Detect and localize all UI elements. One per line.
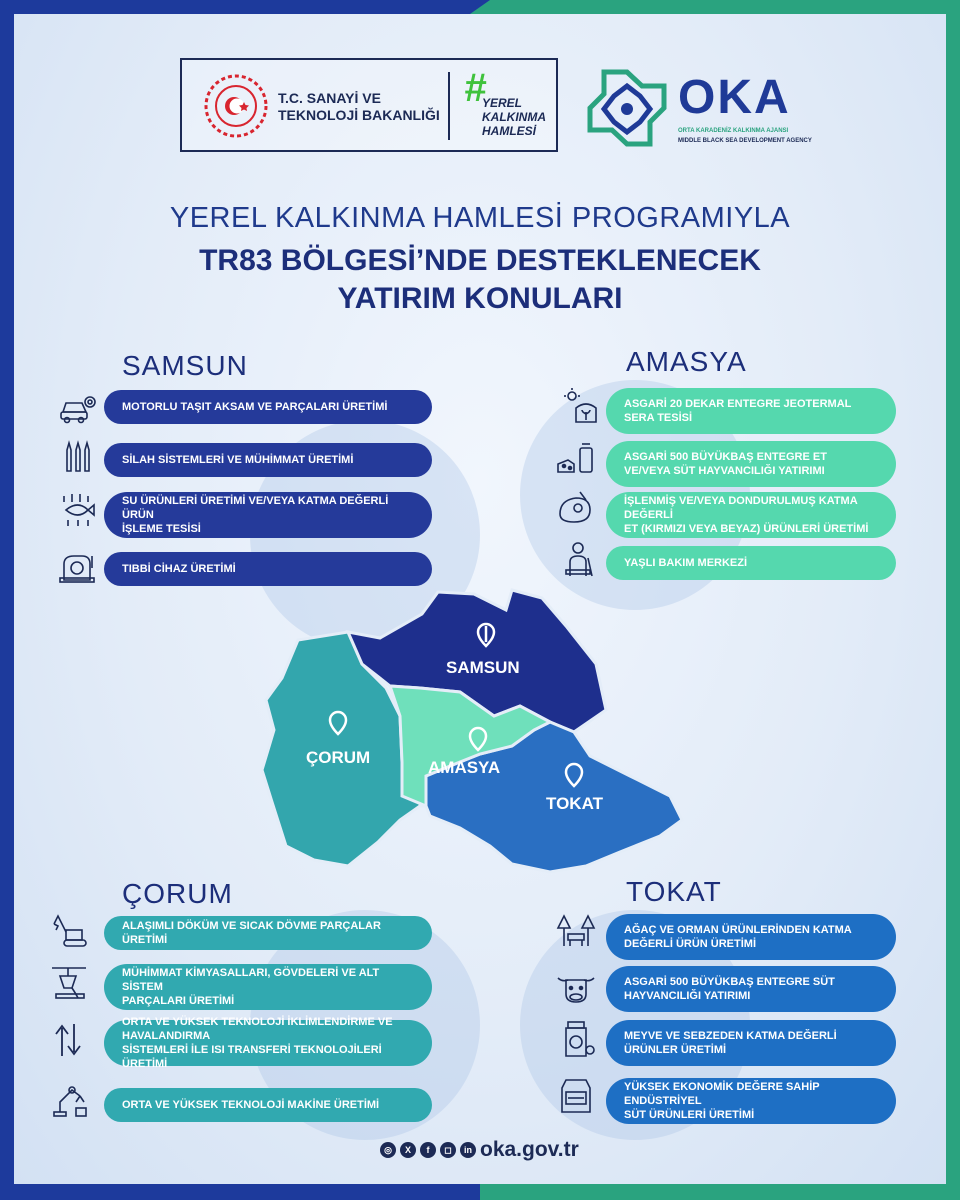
corum-item-2: MÜHİMMAT KİMYASALLARI, GÖVDELERİ VE ALT SİSTEM PARÇALARI ÜRETİMİ bbox=[104, 964, 432, 1010]
map-label-tokat: TOKAT bbox=[546, 794, 603, 813]
processed-meat-icon bbox=[556, 490, 596, 530]
title-line-2: TR83 BÖLGESİ’NDE DESTEKLENECEK bbox=[199, 244, 761, 277]
oka-logo-text: OKA bbox=[678, 71, 791, 124]
amasya-item-4: YAŞLI BAKIM MERKEZİ bbox=[606, 546, 896, 580]
robot-arm-icon bbox=[50, 1080, 90, 1120]
medical-device-icon bbox=[58, 548, 98, 588]
fish-processing-icon bbox=[58, 490, 98, 530]
samsun-item-3: SU ÜRÜNLERİ ÜRETİMİ VE/VEYA KATMA DEĞERLİ ÜRÜN İŞLEME TESİSİ bbox=[104, 492, 432, 538]
web-icon[interactable]: ◎ bbox=[380, 1142, 396, 1158]
oka-subtitle-tr: ORTA KARADENİZ KALKINMA AJANSI bbox=[678, 128, 789, 134]
dairy-meat-icon bbox=[556, 438, 596, 478]
social-links bbox=[380, 1142, 476, 1158]
campaign-hashtag: # bbox=[464, 66, 487, 110]
corum-item-4: ORTA VE YÜKSEK TEKNOLOJİ MAKİNE ÜRETİMİ bbox=[104, 1088, 432, 1122]
frame-left bbox=[0, 0, 14, 1200]
amasya-item-3: İŞLENMİŞ VE/VEYA DONDURULMUŞ KATMA DEĞERLİ ET (KIRMIZI VEYA BEYAZ) ÜRÜNLERİ ÜRETİMİ bbox=[606, 492, 896, 538]
region-map bbox=[250, 580, 710, 880]
amasya-heading: AMASYA bbox=[626, 346, 747, 377]
instagram-icon[interactable]: ◻ bbox=[440, 1142, 456, 1158]
ammunition-icon bbox=[58, 438, 98, 478]
oka-subtitle-en: MIDDLE BLACK SEA DEVELOPMENT AGENCY bbox=[678, 138, 812, 144]
jam-jar-icon bbox=[556, 1020, 596, 1060]
ministry-seal-icon bbox=[204, 74, 268, 138]
samsun-heading: SAMSUN bbox=[122, 350, 248, 381]
geothermal-greenhouse-icon bbox=[560, 386, 600, 426]
samsun-item-1: MOTORLU TAŞIT AKSAM VE PARÇALARI ÜRETİMİ bbox=[104, 390, 432, 424]
frame-right bbox=[946, 0, 960, 1200]
milk-bag-icon bbox=[556, 1076, 596, 1116]
frame-top-right bbox=[470, 0, 960, 14]
frame-top-left bbox=[0, 0, 490, 14]
car-gear-icon bbox=[58, 388, 98, 428]
elderly-care-icon bbox=[558, 540, 598, 580]
heat-transfer-arrows-icon bbox=[48, 1020, 88, 1060]
map-label-samsun: SAMSUN bbox=[446, 658, 520, 677]
map-label-amasya: AMASYA bbox=[428, 758, 501, 777]
samsun-item-4: TIBBİ CİHAZ ÜRETİMİ bbox=[104, 552, 432, 586]
ministry-name: T.C. SANAYİ VE TEKNOLOJİ BAKANLIĞI bbox=[278, 90, 440, 123]
x-icon[interactable]: X bbox=[400, 1142, 416, 1158]
tokat-item-4: YÜKSEK EKONOMİK DEĞERE SAHİP ENDÜSTRİYEL SÜT ÜRÜNLERİ ÜRETİMİ bbox=[606, 1078, 896, 1124]
title-line-3: YATIRIM KONULARI bbox=[337, 282, 623, 315]
map-label-corum: ÇORUM bbox=[306, 748, 371, 767]
logo-divider bbox=[448, 72, 450, 140]
website-link[interactable]: oka.gov.tr bbox=[480, 1138, 579, 1161]
linkedin-icon[interactable]: in bbox=[460, 1142, 476, 1158]
corum-heading: ÇORUM bbox=[122, 878, 233, 909]
tokat-heading: TOKAT bbox=[626, 876, 722, 907]
oka-emblem-icon bbox=[584, 66, 670, 152]
forest-bench-icon bbox=[556, 912, 596, 952]
amasya-item-2: ASGARİ 500 BÜYÜKBAŞ ENTEGRE ET VE/VEYA SÜT HAYVANCILIĞI YATIRIMI bbox=[606, 441, 896, 487]
samsun-item-2: SİLAH SİSTEMLERİ VE MÜHİMMAT ÜRETİMİ bbox=[104, 443, 432, 477]
campaign-name: YEREL KALKINMA HAMLESİ bbox=[482, 96, 546, 138]
ministry-logo-box bbox=[180, 58, 558, 152]
tokat-item-1: AĞAÇ VE ORMAN ÜRÜNLERİNDEN KATMA DEĞERLİ ÜRÜN ÜRETİMİ bbox=[606, 914, 896, 960]
cow-icon bbox=[556, 968, 596, 1008]
corum-item-3: ORTA VE YÜKSEK TEKNOLOJİ İKLİMLENDİRME VE HAVALANDIRMA SİSTEMLERİ İLE ISI TRANSFERİ TEKNOLOJİLERİ ÜRETİMİ bbox=[104, 1020, 432, 1066]
facebook-icon[interactable]: f bbox=[420, 1142, 436, 1158]
tokat-item-3: MEYVE VE SEBZEDEN KATMA DEĞERLİ ÜRÜNLER ÜRETİMİ bbox=[606, 1020, 896, 1066]
excavator-icon bbox=[52, 910, 92, 950]
tokat-item-2: ASGARİ 500 BÜYÜKBAŞ ENTEGRE SÜT HAYVANCILIĞI YATIRIMI bbox=[606, 966, 896, 1012]
amasya-item-1: ASGARİ 20 DEKAR ENTEGRE JEOTERMAL SERA TESİSİ bbox=[606, 388, 896, 434]
corum-item-1: ALAŞIMLI DÖKÜM VE SICAK DÖVME PARÇALAR ÜRETİMİ bbox=[104, 916, 432, 950]
frame-bottom bbox=[0, 1184, 960, 1200]
title-line-1: YEREL KALKINMA HAMLESİ PROGRAMIYLA bbox=[169, 202, 791, 234]
foundry-crane-icon bbox=[50, 962, 90, 1002]
